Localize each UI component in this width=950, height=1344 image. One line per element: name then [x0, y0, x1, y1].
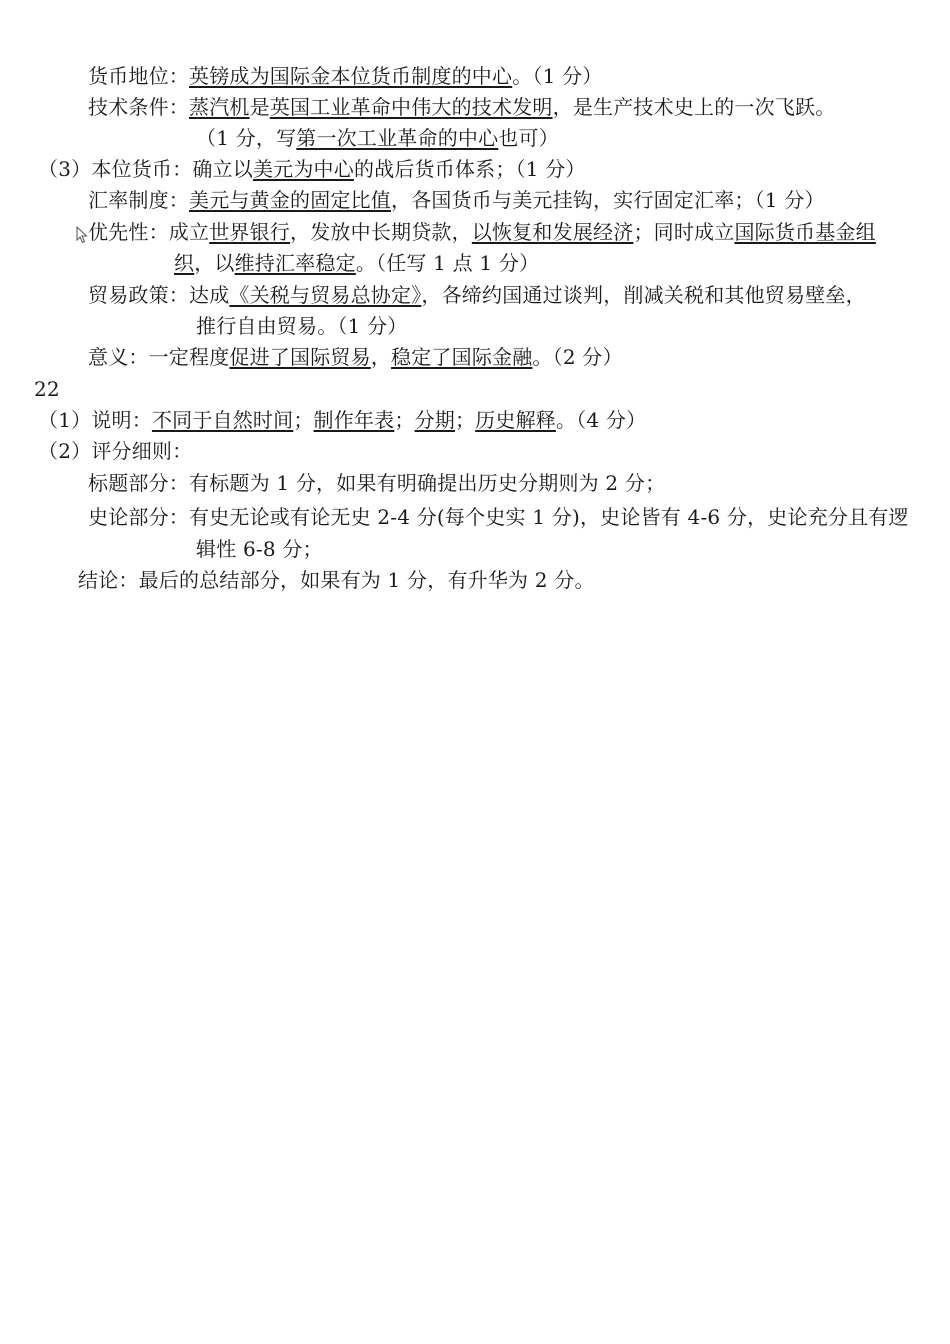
underlined-text: 美元为中心 — [252, 157, 354, 181]
text-segment: （3）本位货币：确立以 — [38, 157, 253, 181]
underlined-text: 国际货币基金组 — [734, 220, 876, 244]
text-segment: 的战后货币体系；（1 分） — [353, 157, 586, 181]
text-line — [88, 93, 835, 121]
text-segment: ，发放中长期贷款， — [290, 220, 472, 244]
text-line — [196, 312, 407, 340]
text-segment: （1）说明： — [38, 408, 152, 432]
text-line — [174, 249, 539, 277]
text-segment: ， — [370, 345, 392, 369]
underlined-text: 《关税与贸易总协定》 — [229, 283, 422, 307]
text-segment: 辑性 6-8 分； — [196, 537, 323, 561]
text-segment: ，是生产技术史上的一次飞跃。 — [552, 95, 836, 119]
question-number — [34, 375, 60, 403]
text-line — [78, 566, 595, 594]
text-segment: 是 — [249, 95, 270, 119]
text-line — [88, 281, 866, 309]
text-segment: 标题部分：有标题为 1 分，如果有明确提出历史分期则为 2 分； — [88, 471, 666, 495]
underlined-text: 维持汇率稳定 — [234, 251, 356, 275]
text-segment: 。（2 分） — [532, 345, 623, 369]
underlined-text: 世界银行 — [209, 220, 291, 244]
underlined-text: 第一次工业革命的中心 — [296, 126, 499, 150]
text-segment: 货币地位： — [88, 64, 189, 88]
underlined-text: 蒸汽机 — [189, 95, 250, 119]
text-segment: 贸易政策：达成 — [88, 283, 230, 307]
text-line — [196, 124, 559, 152]
text-line — [88, 218, 876, 246]
underlined-text: 稳定了国际金融 — [391, 345, 533, 369]
text-segment: 22 — [34, 377, 60, 401]
text-segment: 。（任写 1 点 1 分） — [355, 251, 540, 275]
underlined-text: 以恢复和发展经济 — [471, 220, 634, 244]
text-segment: ；同时成立 — [633, 220, 735, 244]
text-line — [88, 469, 665, 497]
underlined-text: 美元与黄金的固定比值 — [189, 188, 391, 212]
text-segment: ； — [454, 408, 476, 432]
text-segment: 推行自由贸易。（1 分） — [196, 314, 408, 338]
text-segment: 史论部分：有史无论或有论无史 2-4 分(每个史实 1 分)，史论皆有 4-6 分，史论充分且有逻 — [88, 505, 909, 529]
underlined-text: 英镑成为国际金本位货币制度的中心 — [189, 64, 513, 88]
text-segment: （1 分，写 — [196, 126, 297, 150]
text-line — [38, 155, 586, 183]
underlined-text: 织 — [174, 251, 195, 275]
text-segment: ； — [293, 408, 314, 432]
mouse-cursor-icon — [76, 226, 88, 244]
text-segment: 。（4 分） — [555, 408, 647, 432]
text-line — [196, 535, 323, 563]
underlined-text: 历史解释 — [475, 408, 556, 432]
text-line — [38, 406, 646, 434]
text-line — [88, 62, 603, 90]
text-segment: ； — [394, 408, 415, 432]
text-segment: ，以 — [194, 251, 235, 275]
text-segment: ，各国货币与美元挂钩，实行固定汇率；（1 分） — [391, 188, 825, 212]
text-line — [88, 186, 825, 214]
underlined-text: 分期 — [414, 408, 455, 432]
text-segment: 也可） — [498, 126, 559, 150]
text-segment: 技术条件： — [88, 95, 189, 119]
text-segment: 优先性：成立 — [88, 220, 210, 244]
text-segment: 结论：最后的总结部分，如果有为 1 分，有升华为 2 分。 — [78, 568, 595, 592]
underlined-text: 不同于自然时间 — [151, 408, 294, 432]
text-line — [38, 437, 192, 465]
underlined-text: 英国工业革命中伟大的技术发明 — [269, 95, 553, 119]
text-segment: （2）评分细则： — [38, 439, 193, 463]
text-line — [88, 503, 909, 531]
text-segment: ，各缔约国通过谈判，削减关税和其他贸易壁垒， — [421, 283, 866, 307]
text-segment: 。（1 分） — [512, 64, 603, 88]
text-line — [88, 343, 623, 371]
underlined-text: 制作年表 — [313, 408, 395, 432]
text-segment: 意义：一定程度 — [88, 345, 230, 369]
text-segment: 汇率制度： — [88, 188, 189, 212]
underlined-text: 促进了国际贸易 — [229, 345, 371, 369]
